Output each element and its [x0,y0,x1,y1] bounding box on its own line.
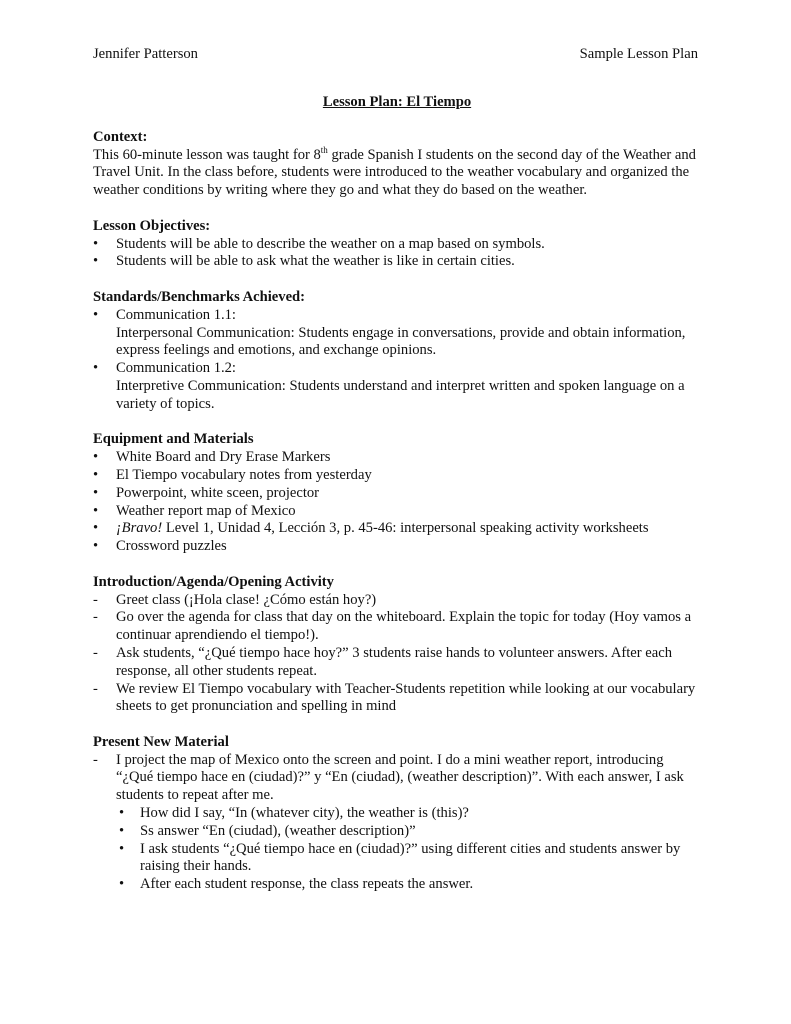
equipment-heading: Equipment and Materials [93,431,254,448]
list-item: • Students will be able to ask what the weather is like in certain cities. [93,253,701,271]
list-item: • White Board and Dry Erase Markers [93,449,701,467]
context-heading: Context: [93,128,148,145]
list-item [93,752,701,805]
document-body [93,94,701,912]
standards-list [93,307,701,414]
intro-heading: Introduction/Agenda/Opening Activity [93,573,334,590]
list-item: • I ask students “¿Qué tiempo hace en (ciudad)?” using different cities and students answer by raising their hands. [116,841,701,877]
present-list [93,752,701,805]
list-item: • Ss answer “En (ciudad), (weather description)” [116,823,701,841]
equipment-list [93,449,701,556]
standard-description: Interpretive Communication: Students understand and interpret written and spoken language on a variety of topics. [116,377,685,412]
document-type: Sample Lesson Plan [579,46,698,62]
list-item: • ¡Bravo! Level 1, Unidad 4, Lección 3, p. 45-46: interpersonal speaking activity worksheets [93,520,701,538]
standard-label: • Communication 1.2: [116,360,236,377]
present-main-text: - I project the map of Mexico onto the screen and point. I do a mini weather report, introducing “¿Qué tiempo hace en (ciudad)?” y “En (ciudad), (weather description)”. With each answer, I ask students to repeat after me. [116,751,684,804]
page-header [93,46,698,66]
textbook-title: ¡Bravo! [116,520,163,537]
list-item [93,307,701,360]
objectives-section [93,218,701,271]
list-item: • How did I say, “In (whatever city), the weather is (this)? [116,805,701,823]
equipment-section [93,431,701,556]
intro-section [93,574,701,716]
list-item: • Crossword puzzles [93,538,701,556]
author-name: Jennifer Patterson [93,46,198,62]
list-item: • Students will be able to describe the weather on a map based on symbols. [93,236,701,254]
intro-list [93,592,701,717]
list-item: - We review El Tiempo vocabulary with Teacher-Students repetition while looking at our vocabulary sheets to get pronunciation and spelling in mind [93,681,701,717]
present-heading: Present New Material [93,733,229,750]
present-section [93,734,701,894]
present-sublist [116,805,701,894]
lesson-title: Lesson Plan: El Tiempo [322,94,472,110]
context-text: This 60-minute lesson was taught for 8th grade Spanish I students on the second day of the Weather and Travel Unit. In the class before, students were introduced to the weather vocabulary and organized the weather conditions by writing where they go and what they do based on the weather. [93,144,696,199]
list-item [93,360,701,413]
list-item: • El Tiempo vocabulary notes from yesterday [93,467,701,485]
list-item: • Weather report map of Mexico [93,503,701,521]
list-item: - Go over the agenda for class that day on the whiteboard. Explain the topic for today (Hoy vamos a continuar aprendiendo el tiempo!). [93,609,701,645]
objectives-heading: Lesson Objectives: [93,217,211,234]
list-item: • Powerpoint, white sceen, projector [93,485,701,503]
standards-heading: Standards/Benchmarks Achieved: [93,288,306,305]
standard-description: Interpersonal Communication: Students engage in conversations, provide and obtain information, express feelings and emotions, and exchange opinions. [116,324,686,359]
standards-section [93,289,701,414]
list-item: • After each student response, the class repeats the answer. [116,876,701,894]
list-item: - Ask students, “¿Qué tiempo hace hoy?” 3 students raise hands to volunteer answers. After each response, all other students repeat. [93,645,701,681]
standard-label: • Communication 1.1: [116,306,236,323]
objectives-list [93,236,701,272]
context-section [93,129,701,200]
list-item: - Greet class (¡Hola clase! ¿Cómo están hoy?) [93,592,701,610]
